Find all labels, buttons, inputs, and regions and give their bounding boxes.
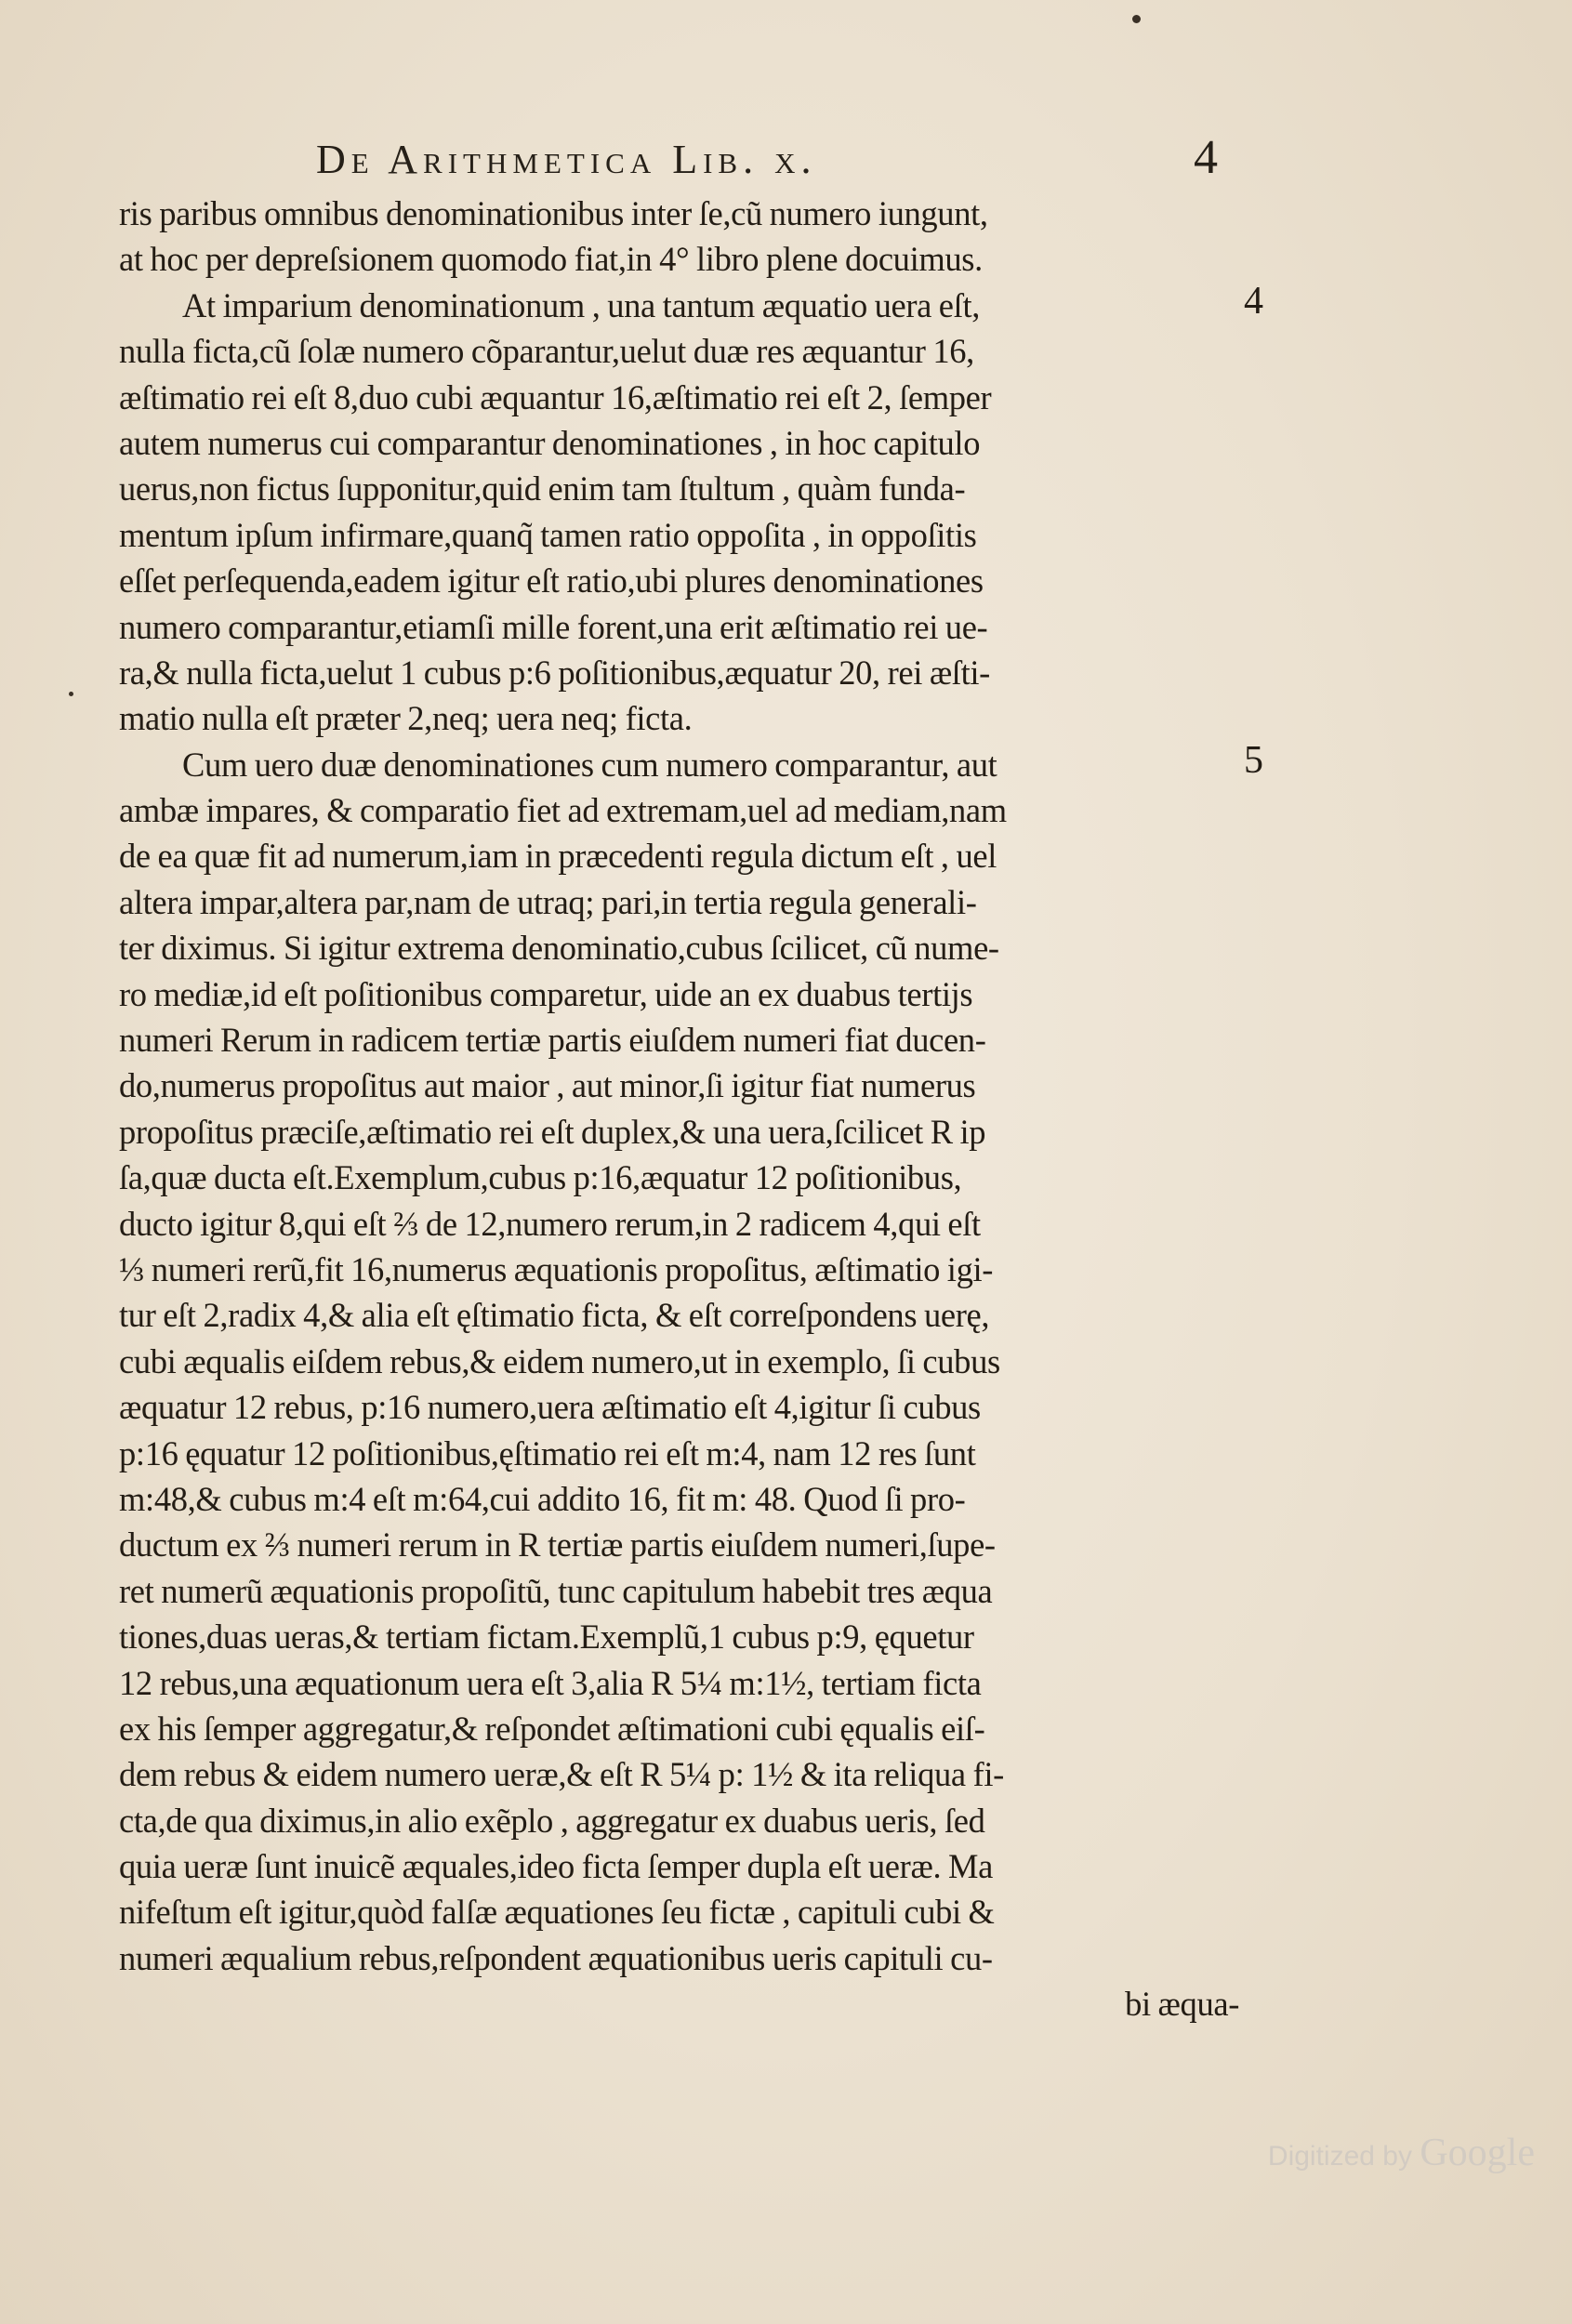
text-line: ex his ſemper aggregatur,& reſpondet æſtimationi cubi ęqualis eiſ- [119,1709,985,1748]
text-line: ſa,quæ ducta eſt.Exemplum,cubus p:16,æquatur 12 poſitionibus, [119,1158,962,1197]
catchword-line: bi æqua- [1125,1985,1239,2024]
text-line: cta,de qua diximus,in alio exẽplo , aggregatur ex duabus ueris, ſed [119,1801,985,1840]
text-line: ris paribus omnibus denominationibus inter ſe,cũ numero iungunt, [119,194,988,232]
text-line: ra,& nulla ficta,uelut 1 cubus p:6 poſitionibus,æquatur 20, rei æſti- [119,653,990,692]
text-line: ducto igitur 8,qui eſt ⅔ de 12,numero rerum,in 2 radicem 4,qui eſt [119,1204,981,1243]
page-number: 4 [1194,131,1218,184]
ink-speck [69,692,73,696]
text-line: propoſitus præciſe,æſtimatio rei eſt duplex,& una uera,ſcilicet R ip [119,1112,986,1151]
text-line: autem numerus cui comparantur denominationes , in hoc capitulo [119,423,981,462]
text-line: numeri æqualium rebus,reſpondent æquationibus ueris capituli cu- [119,1938,993,1977]
text-line: eſſet perſequenda,eadem igitur eſt ratio,ubi plures denominationes [119,561,984,601]
text-line: æſtimatio rei eſt 8,duo cubi æquantur 16,æſtimatio rei eſt 2, ſemper [119,377,992,416]
text-line: do,numerus propoſitus aut maior , aut minor,ſi igitur fiat numerus [119,1066,976,1105]
text-line: ⅓ numeri rerũ,fit 16,numerus æquationis propoſitus, æſtimatio igi- [119,1249,994,1288]
text-line: dem rebus & eidem numero ueræ,& eſt R 5¼ p: 1½ & ita reliqua fi- [119,1755,1004,1794]
text-line: nulla ficta,cũ ſolæ numero cõparantur,uelut duæ res æquantur 16, [119,332,974,371]
ink-speck [1132,15,1141,23]
digitized-watermark [1268,2131,1535,2175]
text-line: æquatur 12 rebus, p:16 numero,uera æſtimatio eſt 4,igitur ſi cubus [119,1388,981,1427]
margin-number: 4 [1244,280,1263,323]
text-line: quia ueræ ſunt inuicẽ æquales,ideo ficta ſemper dupla eſt ueræ. Ma [119,1847,993,1886]
text-line: altera impar,altera par,nam de utraq; pari,in tertia regula generali- [119,882,977,921]
running-head: De Arithmetica Lib. x. [316,137,817,182]
paragraph-start-line: At imparium denominationum , una tantum æquatio uera eſt, [182,285,981,324]
text-line: numeri Rerum in radicem tertiæ partis eiuſdem numeri fiat ducen- [119,1021,986,1060]
text-line: ro mediæ,id eſt poſitionibus comparetur, uide an ex duabus tertijs [119,974,973,1013]
paragraph-start-line: Cum uero duæ denominationes cum numero comparantur, aut [182,745,997,784]
text-line: at hoc per depreſsionem quomodo fiat,in 4° libro plene docuimus. [119,240,983,279]
text-line: m:48,& cubus m:4 eſt m:64,cui addito 16, fit m: 48. Quod ſi pro- [119,1479,966,1518]
text-line: tur eſt 2,radix 4,& alia eſt ęſtimatio ficta, & eſt correſpondens uerę, [119,1296,990,1335]
text-line: uerus,non fictus ſupponitur,quid enim tam ſtultum , quàm funda- [119,469,966,508]
text-line: ductum ex ⅔ numeri rerum in R tertiæ partis eiuſdem numeri,ſupe- [119,1525,996,1565]
page-header [316,130,1246,195]
text-line: p:16 ęquatur 12 poſitionibus,ęſtimatio rei eſt m:4, nam 12 res ſunt [119,1433,976,1472]
text-line: ambæ impares, & comparatio fiet ad extremam,uel ad mediam,nam [119,791,1007,830]
text-line: matio nulla eſt præter 2,neq; uera neq; ficta. [119,699,693,738]
watermark-brand: Google [1420,2132,1535,2174]
text-line: ter diximus. Si igitur extrema denominatio,cubus ſcilicet, cũ nume- [119,929,999,968]
text-line: nifeſtum eſt igitur,quòd falſæ æquationes ſeu fictæ , capituli cubi & [119,1893,995,1932]
text-line: 12 rebus,una æquationum uera eſt 3,alia R 5¼ m:1½, tertiam ficta [119,1663,982,1702]
text-line: ret numerũ æquationis propoſitũ, tunc capitulum habebit tres æqua [119,1571,993,1610]
text-line: tiones,duas ueras,& tertiam fictam.Exemplũ,1 cubus p:9, ęquetur [119,1618,974,1657]
text-line: mentum ipſum infirmare,quanq̃ tamen ratio oppoſita , in oppoſitis [119,515,977,554]
text-line: de ea quæ fit ad numerum,iam in præcedenti regula dictum eſt , uel [119,837,997,876]
body-text [119,191,1239,2027]
text-line: cubi æqualis eiſdem rebus,& eidem numero,ut in exemplo, ſi cubus [119,1341,1000,1380]
text-line: numero comparantur,etiamſi mille forent,una erit æſtimatio rei ue- [119,607,988,646]
watermark-prefix: Digitized by [1267,2141,1412,2172]
margin-number: 5 [1244,739,1263,782]
